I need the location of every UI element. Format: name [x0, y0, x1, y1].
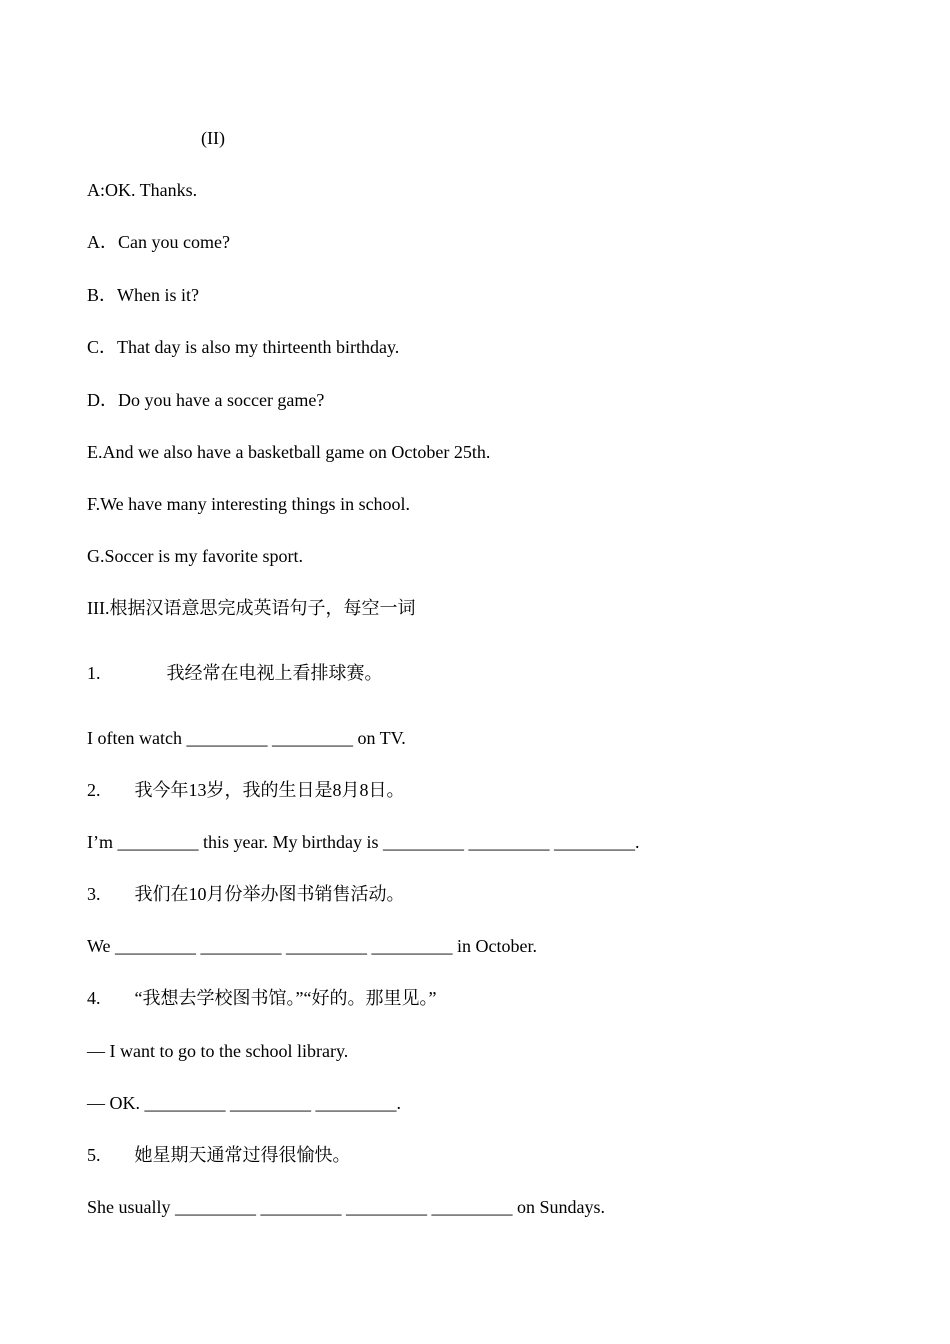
item-2-english: I’m _________ this year. My birthday is _________ _________ _________. — [87, 832, 640, 852]
item-number: 5. — [87, 1145, 101, 1165]
item-3-english: We _________ _________ _________ _________ in October. — [87, 936, 538, 956]
item-1-prompt — [87, 662, 383, 684]
dialog-end-line: A:OK. Thanks. — [87, 180, 198, 200]
option-f: F.We have many interesting things in school. — [87, 494, 411, 514]
option-d: D．Do you have a soccer game? — [87, 390, 325, 410]
option-a: A．Can you come? — [87, 232, 230, 252]
item-3-prompt — [87, 883, 405, 905]
option-c: C．That day is also my thirteenth birthday. — [87, 337, 400, 357]
item-4-english-line-2: — OK. _________ _________ _________. — [87, 1093, 401, 1113]
item-chinese: “我想去学校图书馆。”“好的。那里见。” — [134, 988, 437, 1008]
item-chinese: 我今年13岁，我的生日是8月8日。 — [134, 780, 405, 800]
item-4-english-line-1: — I want to go to the school library. — [87, 1041, 349, 1061]
item-number: 1. — [87, 663, 101, 683]
item-number: 4. — [87, 988, 101, 1008]
item-1-english: I often watch _________ _________ on TV. — [87, 728, 406, 748]
item-chinese: 她星期天通常过得很愉快。 — [134, 1145, 351, 1165]
item-2-prompt — [87, 779, 405, 801]
section-3-heading: III.根据汉语意思完成英语句子，每空一词 — [87, 598, 416, 618]
option-b: B．When is it? — [87, 285, 199, 305]
option-e: E.And we also have a basketball game on October 25th. — [87, 442, 491, 462]
item-5-prompt — [87, 1144, 351, 1166]
item-4-prompt — [87, 987, 436, 1009]
item-number: 3. — [87, 884, 101, 904]
section-2-heading: (II) — [201, 128, 225, 148]
option-g: G.Soccer is my favorite sport. — [87, 546, 303, 566]
item-5-english: She usually _________ _________ _________ _________ on Sundays. — [87, 1197, 606, 1217]
item-chinese: 我经常在电视上看排球赛。 — [166, 663, 383, 683]
item-number: 2. — [87, 780, 101, 800]
item-chinese: 我们在10月份举办图书销售活动。 — [134, 884, 405, 904]
